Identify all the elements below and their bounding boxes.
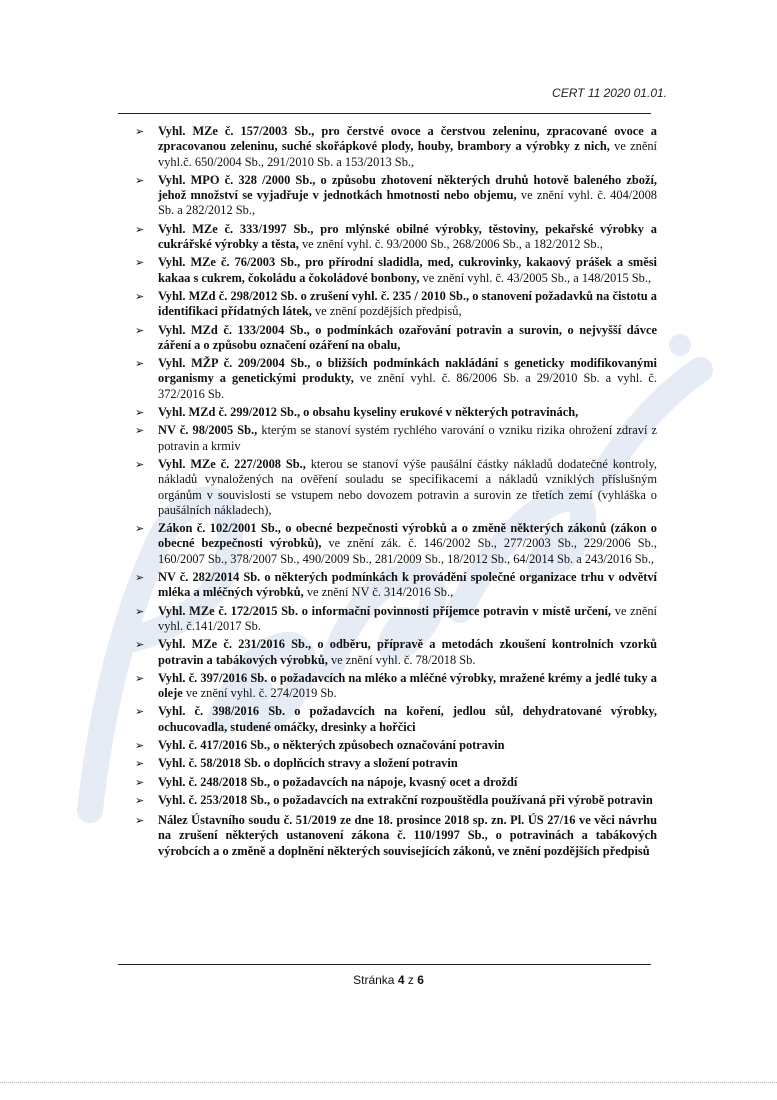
entry-amendments: ve znění zák. č. 146/2002 Sb., 277/2003 Sb., 229/2006 Sb., 160/2007 Sb., 378/2007 Sb., 490/2009 Sb., 281/2009 Sb., 18/2012 Sb., 64/2014 Sb. a 243/2016 Sb.,	[158, 536, 658, 566]
header-rule	[118, 113, 651, 114]
entry-title: Vyhl. MZd č. 299/2012 Sb., o obsahu kyseliny erukové v některých potravinách,	[158, 405, 579, 420]
arrow-bullet-icon: ➢	[135, 705, 145, 719]
entry-title: Vyhl. MŽP č. 209/2004 Sb., o bližších podmínkách nakládání s geneticky modifikovanými organismy a genetickými produkty,	[158, 356, 657, 386]
list-item	[132, 323, 657, 354]
entry-title: Vyhl. MZd č. 298/2012 Sb. o zrušení vyhl. č. 235 / 2010 Sb., o stanovení požadavků na čistotu a identifikaci přídatných látek,	[158, 288, 657, 319]
entry-title: Vyhl. č. 248/2018 Sb., o požadavcích na nápoje, kvasný ocet a droždí	[158, 774, 518, 789]
list-item	[132, 671, 657, 702]
entry-title: Vyhl. MZe č. 227/2008 Sb.,	[158, 456, 306, 471]
list-item	[132, 405, 657, 420]
entry-title: Vyhl. č. 58/2018 Sb. o doplňcích stravy a složení potravin	[158, 756, 458, 771]
entry-title: Vyhl. č. 398/2016 Sb. o požadavcích na koření, jedlou sůl, dehydratované výrobky, ochucovadla, studené omáčky, dresinky a hořčici	[158, 704, 657, 734]
entry-amendments: kterou se stanoví výše paušální částky nákladů dodatečné kontroly, nákladů vynaložených na ověření souladu se specifikacemi a nákladů vzniklých příslušným orgánům v souvislosti se vstupem nebo dovozem potravin a surovin ze třetích zemí (vyhláška o paušálních nákladech),	[158, 456, 658, 517]
list-item	[132, 457, 657, 518]
list-item	[132, 222, 657, 253]
page-prefix: Stránka	[353, 973, 398, 987]
list-item	[132, 704, 657, 735]
list-item	[132, 423, 657, 454]
list-item	[132, 570, 657, 601]
arrow-bullet-icon: ➢	[135, 323, 145, 337]
entry-title: Vyhl. MZd č. 133/2004 Sb., o podmínkách ozařování potravin a surovin, o nejvyšší dávce záření a o způsobu označení ozáření na obalu,	[158, 322, 657, 352]
entry-amendments: ve znění pozdějších předpisů,	[311, 304, 462, 319]
entry-title: Zákon č. 102/2001 Sb., o obecné bezpečnosti výrobků a o změně některých zákonů (zákon o obecné bezpečnosti výrobků),	[158, 521, 657, 551]
entry-title: Vyhl. č. 417/2016 Sb., o některých způsobech označování potravin	[158, 737, 505, 752]
arrow-bullet-icon: ➢	[135, 775, 145, 789]
entry-amendments: ve znění vyhl.č. 650/2004 Sb., 291/2010 Sb. a 153/2013 Sb.,	[158, 139, 657, 169]
list-item	[132, 637, 657, 668]
entry-amendments: ve znění vyhl. č. 274/2019 Sb.	[182, 686, 337, 701]
page-number	[0, 973, 777, 987]
entry-title: Vyhl. MZe č. 333/1997 Sb., pro mlýnské obilné výrobky, těstoviny, pekařské výrobky a cukrářské výrobky a těsta,	[158, 221, 657, 252]
current-page: 4	[397, 973, 405, 987]
arrow-bullet-icon: ➢	[135, 289, 145, 303]
entry-amendments: ve znění vyhl. č. 93/2000 Sb., 268/2006 Sb., a 182/2012 Sb.,	[298, 237, 603, 252]
list-item	[132, 604, 657, 635]
arrow-bullet-icon: ➢	[135, 222, 145, 236]
arrow-bullet-icon: ➢	[135, 793, 145, 807]
list-item	[132, 521, 657, 567]
list-item	[132, 813, 657, 859]
entry-title: Nález Ústavního soudu č. 51/2019 ze dne 18. prosince 2018 sp. zn. Pl. ÚS 27/16 ve věci návrhu na zrušení některých ustanovení zákona č. 110/1997 Sb., o potravinách a tabákových výrobcích a o změně a doplnění některých souvisejících zákonů, ve znění pozdějších předpisů	[158, 813, 657, 858]
arrow-bullet-icon: ➢	[135, 571, 145, 585]
arrow-bullet-icon: ➢	[135, 738, 145, 752]
entry-title: NV č. 282/2014 Sb. o některých podmínkách k provádění společné organizace trhu v odvětví mléka a mléčných výrobků,	[158, 570, 657, 600]
list-item	[132, 756, 657, 771]
arrow-bullet-icon: ➢	[135, 256, 145, 270]
arrow-bullet-icon: ➢	[135, 604, 145, 618]
entry-amendments: ve znění vyhl. č. 404/2008 Sb. a 282/2012 Sb.,	[158, 188, 657, 218]
arrow-bullet-icon: ➢	[135, 357, 145, 371]
arrow-bullet-icon: ➢	[135, 424, 145, 438]
list-item	[132, 173, 657, 219]
entry-title: Vyhl. MZe č. 172/2015 Sb. o informační povinnosti příjemce potravin v místě určení,	[158, 603, 612, 618]
entry-title: Vyhl. MZe č. 76/2003 Sb., pro přírodní sladidla, med, cukrovinky, kakaový prášek a směsi kakaa s cukrem, čokoládu a čokoládové bonbony,	[158, 255, 657, 285]
list-item	[132, 124, 657, 170]
footer-rule	[118, 964, 651, 965]
arrow-bullet-icon: ➢	[135, 457, 145, 471]
list-item	[132, 793, 657, 808]
entry-amendments: ve znění vyhl. č. 43/2005 Sb., a 148/2015 Sb.,	[419, 270, 652, 285]
entry-amendments: ve znění vyhl. č. 78/2018 Sb.	[327, 652, 476, 667]
entry-title: Vyhl. č. 397/2016 Sb. o požadavcích na mléko a mléčné výrobky, mražené krémy a jedlé tuky a oleje	[158, 670, 657, 701]
entry-amendments: kterým se stanoví systém rychlého varování o vzniku rizika ohrožení zdraví z potravin a krmiv	[158, 423, 658, 453]
entry-title: Vyhl. MZe č. 157/2003 Sb., pro čerstvé ovoce a čerstvou zeleninu, zpracované ovoce a zpracovanou zeleninu, suché skořápkové plody, houby, brambory a výrobky z nich,	[158, 124, 657, 154]
entry-title: Vyhl. č. 253/2018 Sb., o požadavcích na extrakční rozpouštědla používaná při výrobě potravin	[158, 792, 653, 807]
arrow-bullet-icon: ➢	[135, 671, 145, 685]
arrow-bullet-icon: ➢	[135, 814, 145, 828]
page-separator: z	[404, 973, 418, 987]
arrow-bullet-icon: ➢	[135, 522, 145, 536]
arrow-bullet-icon: ➢	[135, 406, 145, 420]
list-item	[132, 255, 657, 286]
entry-title: NV č. 98/2005 Sb.,	[158, 423, 258, 438]
scan-edge	[0, 1082, 777, 1083]
entry-title: Vyhl. MPO č. 328 /2000 Sb., o způsobu zhotovení některých druhů hotově baleného zboží, jehož množství se vyjadřuje v jednotkách hmotnosti nebo objemu,	[158, 172, 657, 203]
arrow-bullet-icon: ➢	[135, 173, 145, 187]
entry-amendments: ve znění vyhl. č. 86/2006 Sb. a 29/2010 Sb. a vyhl. č. 372/2016 Sb.	[158, 371, 657, 401]
entry-amendments: ve znění NV č. 314/2016 Sb.,	[303, 585, 454, 600]
list-item	[132, 775, 657, 790]
arrow-bullet-icon: ➢	[135, 757, 145, 771]
total-pages: 6	[417, 973, 424, 987]
legislation-list	[132, 124, 657, 862]
entry-amendments: ve znění vyhl. č.141/2017 Sb.	[158, 603, 657, 633]
arrow-bullet-icon: ➢	[135, 125, 145, 138]
list-item	[132, 289, 657, 320]
list-item	[132, 738, 657, 753]
entry-title: Vyhl. MZe č. 231/2016 Sb., o odběru, přípravě a metodách zkoušení kontrolních vzorků potravin a tabákových výrobků,	[158, 637, 657, 667]
arrow-bullet-icon: ➢	[135, 638, 145, 652]
document-code: CERT 11 2020 01.01.	[552, 86, 667, 100]
list-item	[132, 356, 657, 402]
